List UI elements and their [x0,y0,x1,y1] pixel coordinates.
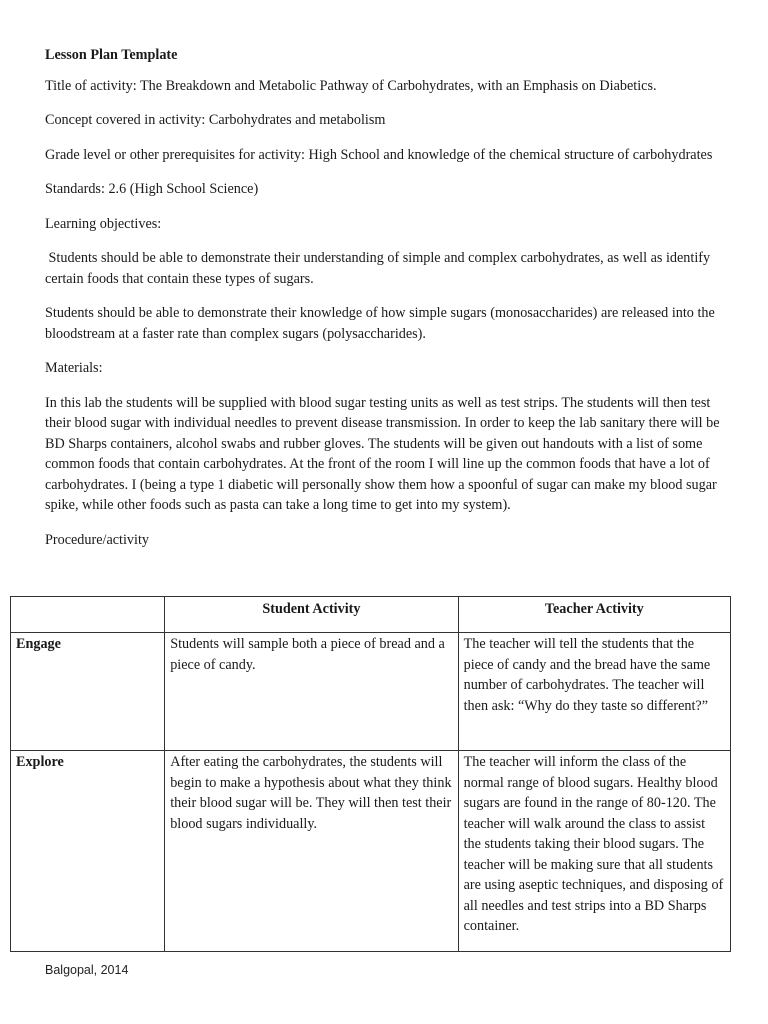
materials-text: In this lab the students will be supplied with blood sugar testing units as well as test strips. The students will then test their blood sugar with individual needles to prevent disease transmission. In order to keep the lab sanitary there will be BD Sharps containers, alcohol swabs and rubber gloves. The students will be given out handouts with a list of some common foods that contain carbohydrates. At the front of the room I will line up the common foods that have a lot of carbohydrates. I (being a type 1 diabetic will personally show them how a spoonful of sugar can make my blood sugar spike, while other foods such as pasta can take a long time to get into my system). [45,394,720,513]
student-activity-engage: Students will sample both a piece of bread and a piece of candy. [165,633,458,751]
table-header-student: Student Activity [165,597,458,633]
materials-label: Materials: [45,360,103,376]
phase-engage: Engage [11,633,165,751]
table-row [11,633,731,751]
document-body [45,45,735,564]
objectives-label: Learning objectives: [45,215,162,232]
activity-title: Title of activity: The Breakdown and Metabolic Pathway of Carbohydrates, with an Emphasis on Diabetics. [45,77,657,94]
table-row [11,751,731,952]
concept-line: Concept covered in activity: Carbohydrates and metabolism [45,112,386,128]
standards-line: Standards: 2.6 (High School Science) [45,181,259,197]
procedure-label: Procedure/activity [45,531,150,548]
table-header-row [11,597,731,633]
phase-explore: Explore [11,751,165,952]
teacher-activity-engage: The teacher will tell the students that the piece of candy and the bread have the same number of carbohydrates. The teacher will then ask: “Why do they taste so different?” [458,633,730,751]
objective-2: Students should be able to demonstrate their knowledge of how simple sugars (monosaccharides) are released into the bloodstream at a faster rate than complex sugars (polysaccharides). [45,305,715,342]
grade-line: Grade level or other prerequisites for activity: High School and knowledge of the chemical structure of carbohydrates [45,146,713,163]
table-header-phase [11,597,165,633]
teacher-activity-explore: The teacher will inform the class of the normal range of blood sugars. Healthy blood sugars are found in the range of 80-120. The teacher will walk around the class to assist the students taking their blood sugars. The teacher will be making sure that all students are using aseptic techniques, and disposing of all needles and test strips into a BD Sharps container. [458,751,730,952]
procedure-table [10,596,731,952]
table-header-teacher: Teacher Activity [458,597,730,633]
objective-1: Students should be able to demonstrate their understanding of simple and complex carbohydrates, as well as identify certain foods that contain these types of sugars. [45,250,714,287]
student-activity-explore: After eating the carbohydrates, the students will begin to make a hypothesis about what they think their blood sugar will be. They will then test their blood sugars individually. [165,751,458,952]
document-heading: Lesson Plan Template [45,47,178,63]
footer-citation: Balgopal, 2014 [45,963,129,977]
